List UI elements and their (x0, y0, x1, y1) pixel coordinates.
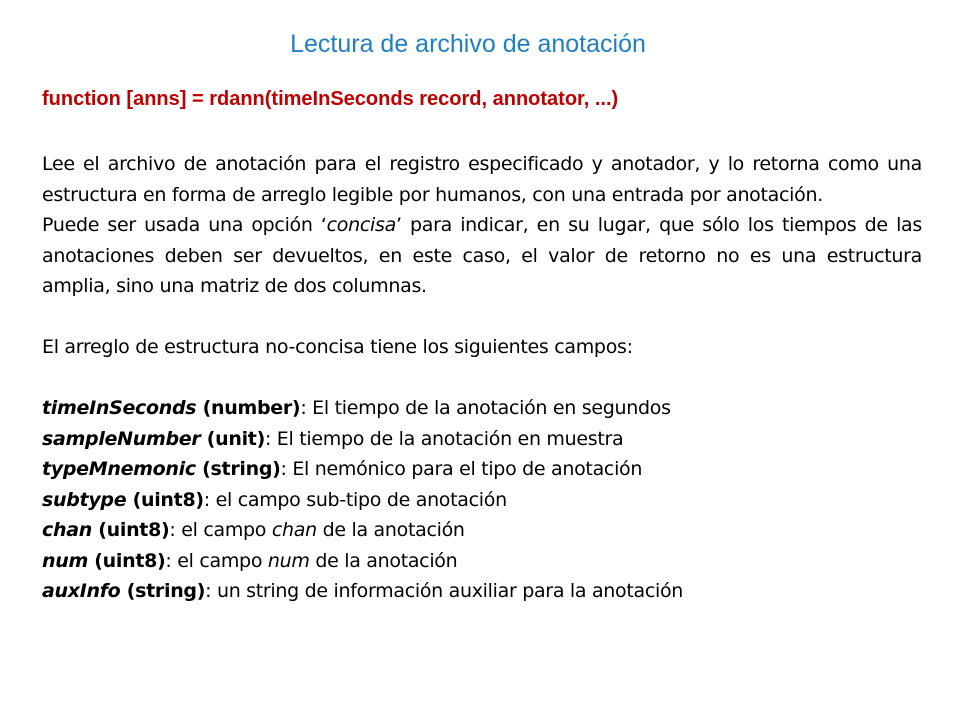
field-description-term: num (267, 549, 310, 572)
concise-term: concisa (326, 214, 396, 236)
field-item-timeinseconds (42, 393, 922, 424)
field-name: timeInSeconds (42, 397, 197, 419)
field-type: (unit) (200, 427, 265, 450)
field-name: chan (42, 519, 92, 541)
field-item-subtype (42, 485, 922, 516)
spacer (42, 302, 922, 333)
field-description: : El nemónico para el tipo de anotación (280, 458, 643, 480)
field-item-samplenumber (42, 424, 922, 455)
field-type: (uint8) (87, 549, 166, 572)
field-type: (string) (120, 580, 206, 602)
field-type: (uint8) (91, 519, 170, 541)
field-name: auxInfo (42, 580, 121, 602)
concise-paragraph-end: ’ para indicar, en su lugar, que sólo los tiempos de las anotaciones deben ser devueltos, en este caso, el valor de retorno no es una estructura amplia, sino una matriz de dos columnas. (42, 214, 922, 297)
field-name: typeMnemonic (42, 458, 196, 480)
field-name: subtype (42, 488, 127, 511)
field-name: num (42, 549, 88, 572)
concise-paragraph-start: Puede ser usada una opción ‘ (42, 214, 327, 236)
field-description: : un string de información auxiliar para la anotación (205, 580, 684, 602)
field-type: (number) (196, 397, 301, 419)
field-type: (string) (195, 458, 281, 480)
field-name: sampleNumber (42, 427, 201, 450)
slide-body (42, 149, 922, 607)
field-item-typemnemonic (42, 454, 922, 485)
field-type: (uint8) (126, 488, 204, 511)
field-description: : El tiempo de la anotación en muestra (264, 427, 624, 450)
field-description-end: de la anotación (309, 549, 458, 572)
field-description-start: : el campo (165, 549, 268, 572)
fields-intro: El arreglo de estructura no-concisa tiene los siguientes campos: (42, 336, 633, 358)
spacer (42, 363, 922, 394)
slide-title: Lectura de archivo de anotación (290, 30, 646, 58)
function-signature: function [anns] = rdann(timeInSeconds record, annotator, ...) (42, 88, 619, 110)
field-description-term: chan (271, 519, 317, 541)
field-description: : el campo sub-tipo de anotación (203, 488, 507, 511)
field-description-end: de la anotación (316, 519, 465, 541)
field-item-auxinfo (42, 576, 922, 607)
field-item-chan (42, 515, 922, 546)
field-description-start: : el campo (169, 519, 272, 541)
field-item-num (42, 546, 922, 577)
description-paragraph: Lee el archivo de anotación para el registro especificado y anotador, y lo retorna como una estructura en forma de arreglo legible por humanos, con una entrada por anotación. (42, 153, 922, 206)
field-description: : El tiempo de la anotación en segundos (300, 397, 671, 419)
concise-option-paragraph (42, 210, 922, 302)
